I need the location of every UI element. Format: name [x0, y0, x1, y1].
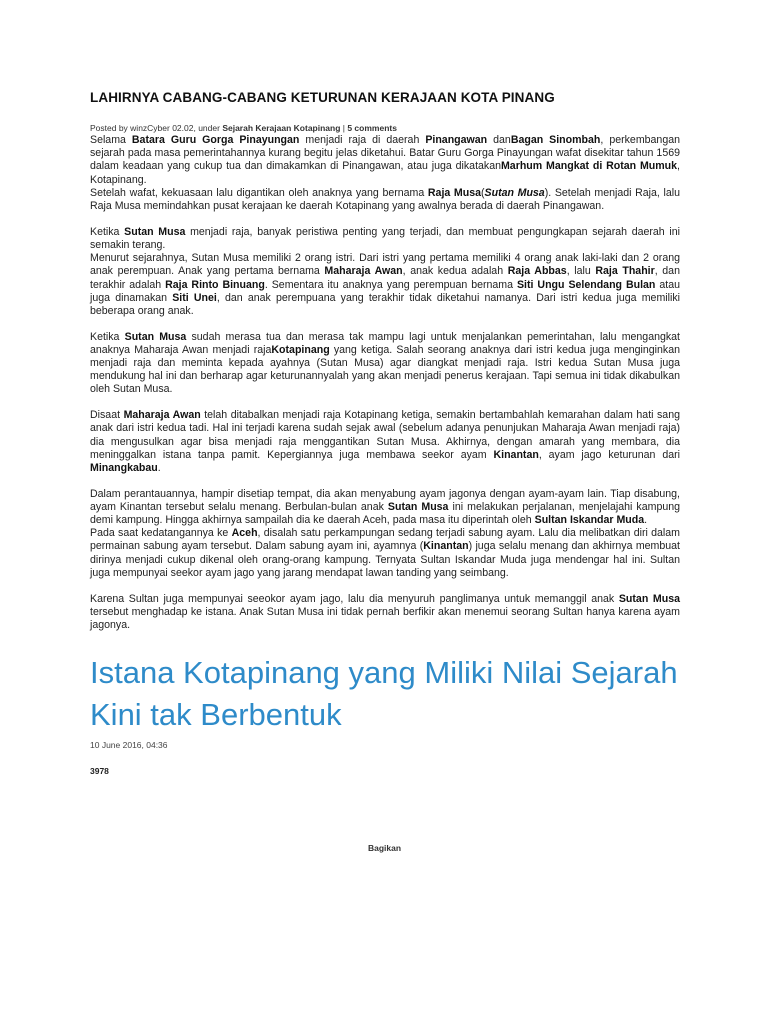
emphasis: Raja Abbas	[507, 265, 567, 278]
text: Selama	[90, 134, 132, 146]
category-link[interactable]: Sejarah Kerajaan Kotapinang	[222, 123, 341, 133]
text: .	[644, 514, 648, 527]
text: menjadi raja di daerah	[299, 134, 426, 146]
text: , anak kedua adalah	[402, 265, 508, 278]
paragraph-2	[90, 226, 680, 318]
emphasis: Raja Rinto Binuang	[165, 278, 265, 291]
text: dan	[487, 134, 511, 146]
news-date: 10 June 2016, 04:36	[90, 740, 168, 750]
view-count: 3978	[90, 766, 109, 776]
text: Setelah wafat, kekuasaan lalu digantikan oleh anaknya yang bernama	[90, 186, 428, 199]
text: ). Setelah menjadi Raja, lalu Raja Musa memindahkan pusat kerajaan ke daerah Kotapinang yang awalnya berada di daerah Pinangawan.	[90, 186, 681, 213]
post-meta	[90, 123, 680, 134]
text: Karena Sultan juga mempunyai seeokor ayam jago, lalu dia menyuruh panglimanya untuk memanggil anak	[90, 592, 619, 605]
text: Dalam perantauannya, hampir disetiap tempat, dia akan menyabung ayam jagonya dengan ayam-ayam lain. Tiap disabung, ayam Kinantan tersebut selalu menang. Berbulan-bulan anak	[90, 487, 680, 513]
emphasis: Sutan Musa	[124, 225, 186, 238]
emphasis: Kinantan	[493, 448, 539, 461]
text: ) juga selalu menang dan akhirnya membuat dirinya menjadi cukup dikenal oleh orang-orang kampung. Ternyata Sultan Iskandar Muda juga mendengar hal ini. Sultan juga mempunyai seekor ayam jago yang jarang mendapat lawan tanding yang seimbang.	[90, 540, 680, 579]
text: .	[157, 461, 161, 474]
emphasis: Raja Thahir	[595, 265, 655, 278]
text: Disaat	[90, 409, 124, 422]
text: telah ditabalkan menjadi raja Kotapinang ketiga, semakin bertambahlah kemarahan dalam hati sang anak dari istri kedua tadi. Hal ini terjadi karena sudah sejak awal (sebelum adanya penunjukan Maharaja Awan menjadi raja) dia mengusulkan agar bisa menjadi raja menggantikan Sutan Musa. Akhirnya, dengan amarah yang membara, dia meninggalkan istana tanpa pamit. Kepergiannya juga membawa seekor ayam	[90, 409, 680, 461]
emphasis: Maharaja Awan	[123, 409, 201, 422]
line-break	[90, 527, 680, 580]
emphasis: Siti Ungu Selendang Bulan	[516, 278, 656, 291]
emphasis: Aceh	[231, 527, 258, 540]
paragraph-3	[90, 331, 680, 397]
share-button[interactable]: Bagikan	[368, 843, 402, 853]
paragraph-5	[90, 488, 680, 580]
posted-by: Posted by winzCyber 02.02, under	[90, 123, 223, 133]
text: Ketika	[90, 330, 125, 343]
text: , ayam jago keturunan dari	[538, 448, 680, 461]
text: Ketika	[90, 225, 125, 238]
emphasis: Kotapinang	[271, 343, 330, 356]
emphasis: Sutan Musa	[124, 330, 187, 343]
line-break	[90, 252, 680, 318]
emphasis: Siti Unei	[172, 291, 217, 304]
text: tersebut menghadap ke istana. Anak Sutan Musa ini tidak pernah berfikir akan menemui seorang Sultan hanya karena ayam jagonya.	[90, 605, 680, 631]
text: , lalu	[566, 265, 596, 278]
meta-separator: |	[340, 123, 348, 133]
text: ini melakukan perjalanan, menjelajahi kampung demi kampung. Hingga akhirnya sampailah dia ke daerah Aceh, pada masa itu diperintah oleh	[90, 500, 681, 527]
emphasis: Sutan Musa	[387, 500, 449, 513]
article-title: LAHIRNYA CABANG-CABANG KETURUNAN KERAJAAN KOTA PINANG	[90, 90, 555, 105]
emphasis: Pinangawan	[425, 134, 488, 146]
emphasis: Batara Guru Gorga Pinayungan	[131, 134, 300, 146]
emphasis: Minangkabau	[90, 461, 158, 474]
text: , perkembangan sejarah pada masa pemerintahannya kurang begitu jelas diketahui. Batar Guru Gorga Pinayungan wafat disekitar tahun 1569 dalam keadaan yang cukup tua dan dimakamkan di Pinangawan, atau juga dikatakan	[90, 134, 680, 173]
emphasis: Sutan Musa	[618, 592, 680, 605]
text: Menurut sejarahnya, Sutan Musa memiliki 2 orang istri. Dari istri yang pertama memiliki 4 orang anak laki-laki dan 2 orang anak perempuan. Anak yang pertama bernama	[90, 252, 680, 278]
text: (	[481, 186, 485, 199]
text: . Sementara itu anaknya yang perempuan bernama	[264, 278, 517, 291]
paragraph-4	[90, 409, 680, 475]
text: menjadi raja, banyak peristiwa penting yang terjadi, dan membuat pengungkapan sejarah daerah ini semakin terang.	[90, 225, 681, 251]
text: yang ketiga. Salah seorang anaknya dari istri kedua juga menginginkan menjadi raja dan meminta kepada ayahnya (Sutan Musa) agar diangkat menjadi raja. Istri kedua Sutan Musa juga mendukung hal ini dan berharap agar keturunannyalah yang akan menjadi penerus kerajaan. Tapi semua ini tidak dikabulkan oleh Sutan Musa.	[90, 343, 681, 396]
comments-link[interactable]: 5 comments	[347, 123, 397, 133]
line-break	[90, 187, 680, 213]
news-headline[interactable]: Istana Kotapinang yang Miliki Nilai Sejarah Kini tak Berbentuk	[90, 655, 678, 732]
paragraph-6	[90, 593, 680, 633]
emphasis: Sutan Musa	[484, 186, 545, 199]
emphasis: Raja Musa	[427, 186, 482, 199]
article	[90, 90, 680, 645]
paragraph-1	[90, 134, 680, 213]
emphasis: Bagan Sinombah	[510, 134, 601, 146]
emphasis: Sultan Iskandar Muda	[534, 514, 645, 527]
text: , Kotapinang.	[90, 160, 680, 186]
emphasis: Marhum Mangkat di Rotan Mumuk	[500, 160, 678, 173]
text: sudah merasa tua dan merasa tak mampu lagi untuk menjalankan pemerintahan, lalu mengangkat anaknya Maharaja Awan menjadi raja	[90, 330, 680, 356]
text: , dan terakhir adalah	[90, 265, 680, 291]
text: , disalah satu perkampungan sedang terjadi sabung ayam. Lalu dia melibatkan diri dalam permainan sabung ayam tersebut. Dalam sabung ayam ini, ayamnya (	[90, 527, 681, 553]
emphasis: Kinantan	[423, 540, 469, 553]
text: atau juga dinamakan	[90, 278, 680, 304]
text: Pada saat kedatangannya ke	[90, 527, 232, 540]
text: , dan anak perempuana yang terakhir tidak diketahui namanya. Dari istri kedua juga memiliki beberapa orang anak.	[90, 291, 680, 317]
emphasis: Maharaja Awan	[324, 265, 403, 278]
